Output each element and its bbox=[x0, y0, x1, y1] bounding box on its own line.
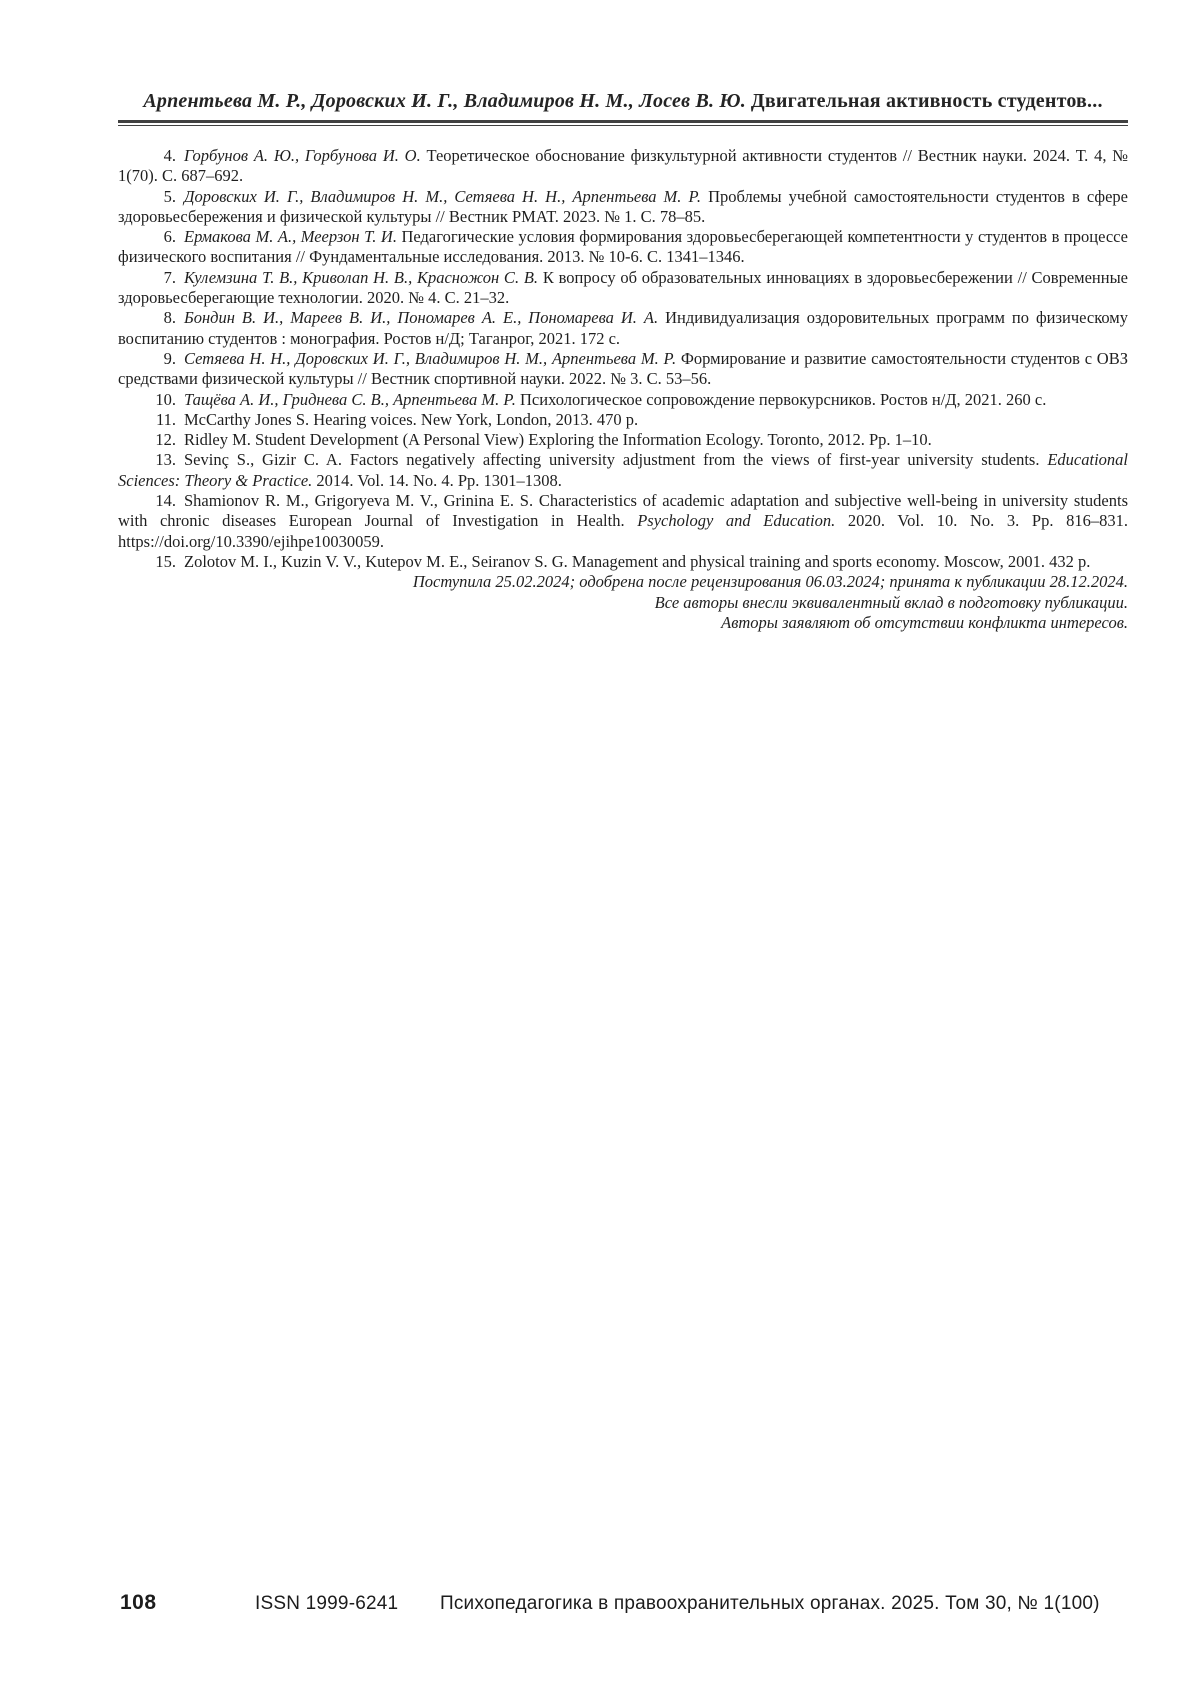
reference-text: Индивидуализация оздоровительных программ по физическому воспитанию студентов : монография. Ростов н/Д; Таганрог, 2021. 172 с. bbox=[118, 308, 1128, 348]
reference-item bbox=[118, 308, 1128, 349]
reference-number: 9. bbox=[163, 348, 176, 368]
reference-journal: Educational Sciences: Theory & Practice. bbox=[118, 450, 1128, 490]
reference-authors: Кулемзина Т. В., Криволап Н. В., Красножон С. В. bbox=[184, 267, 539, 287]
reference-authors: Горбунов А. Ю., Горбунова И. О. bbox=[184, 146, 421, 165]
reference-item bbox=[118, 491, 1128, 552]
reference-authors: Доровских И. Г., Владимиров Н. М., Сетяева Н. Н., Арпентьева М. Р. bbox=[184, 186, 702, 206]
reference-item bbox=[118, 187, 1128, 228]
reference-text: 2014. Vol. 14. No. 4. Pp. 1301–1308. bbox=[312, 470, 562, 490]
reference-item bbox=[118, 349, 1128, 390]
reference-text: 2020. Vol. 10. No. 3. Pp. 816–831. https://doi.org/10.3390/ejihpe10030059. bbox=[118, 511, 1128, 551]
reference-number: 14. bbox=[155, 491, 176, 511]
reference-text: Теоретическое обоснование физкультурной активности студентов // Вестник науки. 2024. Т. 4, № 1(70). С. 687–692. bbox=[118, 146, 1128, 186]
reference-text: Педагогические условия формирования здоровьесберегающей компетентности у студентов в процессе физического воспитания // Фундаментальные исследования. 2013. № 10-6. С. 1341–1346. bbox=[118, 227, 1128, 267]
footer-journal-title: Психопедагогика в правоохранительных органах. 2025. Том 30, № 1(100) bbox=[440, 1593, 1100, 1614]
page-content bbox=[118, 146, 1128, 633]
reference-number: 10. bbox=[155, 389, 176, 409]
reference-text: Проблемы учебной самостоятельности студентов в сфере здоровьесбережения и физической культуры // Вестник РМАТ. 2023. № 1. С. 78–85. bbox=[118, 186, 1128, 226]
reference-authors: Бондин В. И., Мареев В. И., Пономарев А. Е., Пономарева И. А. bbox=[184, 308, 659, 328]
reference-item bbox=[118, 430, 1128, 450]
submission-note-line: Поступила 25.02.2024; одобрена после рецензирования 06.03.2024; принята к публикации 28.12.2024. bbox=[412, 572, 1128, 592]
reference-journal: Psychology and Education. bbox=[637, 511, 836, 531]
reference-text: Психологическое сопровождение первокурсников. Ростов н/Д, 2021. 260 с. bbox=[515, 389, 1047, 409]
reference-number: 5. bbox=[163, 186, 176, 206]
reference-authors: Сетяева Н. Н., Доровских И. Г., Владимиров Н. М., Арпентьева М. Р. bbox=[184, 348, 677, 368]
reference-item bbox=[118, 146, 1128, 187]
reference-text: К вопросу об образовательных инновациях в здоровьесбережении // Современные здоровьесберегающие технологии. 2020. № 4. С. 21–32. bbox=[118, 267, 1128, 308]
reference-text: Zolotov M. I., Kuzin V. V., Kutepov M. E., Seiranov S. G. Management and physical training and sports economy. Moscow, 2001. 432 p. bbox=[184, 551, 1091, 571]
page-number: 108 bbox=[120, 1591, 157, 1614]
header-rule bbox=[118, 120, 1128, 126]
reference-number: 6. bbox=[163, 227, 176, 247]
reference-authors: Тащёва А. И., Гриднева С. В., Арпентьева М. Р. bbox=[184, 389, 516, 409]
reference-number: 15. bbox=[155, 551, 176, 571]
reference-text: McCarthy Jones S. Hearing voices. New York, London, 2013. 470 p. bbox=[184, 409, 639, 429]
reference-item bbox=[118, 390, 1128, 410]
reference-item bbox=[118, 450, 1128, 491]
reference-authors: Ермакова М. А., Меерзон Т. И. bbox=[184, 227, 397, 247]
reference-number: 11. bbox=[155, 409, 176, 429]
reference-text: Shamionov R. M., Grigoryeva M. V., Grinina E. S. Characteristics of academic adaptation and subjective well-being in university students with chronic diseases European Journal of Investigation in Health. bbox=[118, 491, 1128, 531]
running-head-title: Двигательная активность студентов... bbox=[750, 90, 1103, 112]
submission-notes bbox=[118, 572, 1128, 633]
footer-issn: ISSN 1999-6241 bbox=[255, 1593, 399, 1614]
reference-text: Ridley M. Student Development (A Personal View) Exploring the Information Ecology. Toronto, 2012. Pp. 1–10. bbox=[184, 430, 932, 450]
page-footer bbox=[118, 1591, 1128, 1617]
header-rule-thin-line bbox=[118, 125, 1128, 126]
reference-text: Sevinç S., Gizir C. A. Factors negatively affecting university adjustment from the views of first-year university students. bbox=[184, 450, 1048, 470]
reference-number: 12. bbox=[155, 430, 176, 450]
reference-number: 4. bbox=[163, 146, 176, 165]
running-head bbox=[118, 88, 1128, 114]
reference-item bbox=[118, 552, 1128, 572]
reference-item bbox=[118, 410, 1128, 430]
reference-number: 13. bbox=[155, 450, 176, 470]
submission-note-line: Все авторы внесли эквивалентный вклад в подготовку публикации. bbox=[654, 592, 1128, 612]
reference-number: 8. bbox=[163, 308, 176, 328]
reference-item bbox=[118, 227, 1128, 268]
submission-note-line: Авторы заявляют об отсутствии конфликта интересов. bbox=[721, 612, 1128, 632]
reference-item bbox=[118, 268, 1128, 309]
reference-number: 7. bbox=[163, 267, 176, 287]
reference-text: Формирование и развитие самостоятельности студентов с ОВЗ средствами физической культуры // Вестник спортивной науки. 2022. № 3. С. 53–56. bbox=[118, 348, 1128, 389]
running-head-authors: Арпентьева М. Р., Доровских И. Г., Владимиров Н. М., Лосев В. Ю. bbox=[143, 90, 746, 112]
reference-list bbox=[118, 146, 1128, 572]
